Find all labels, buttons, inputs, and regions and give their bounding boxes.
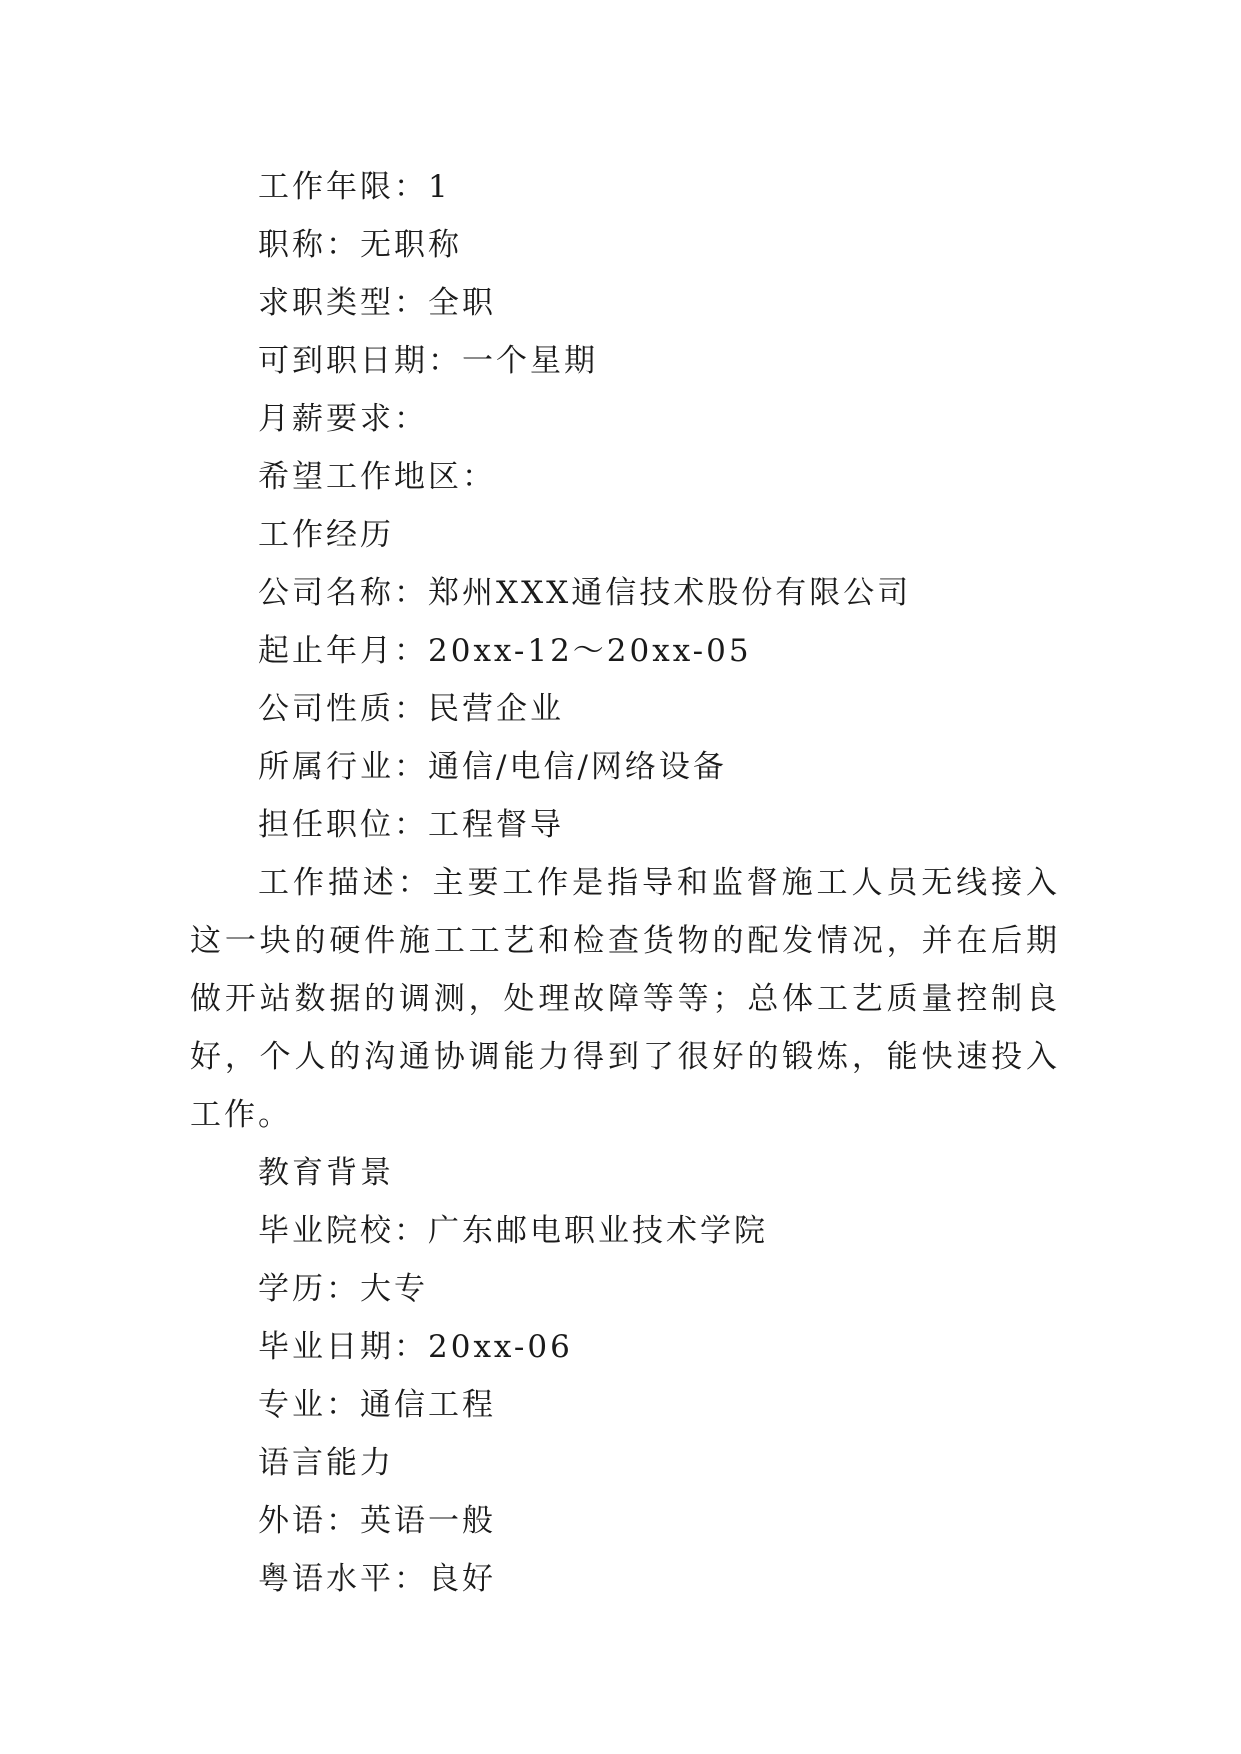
location-line: 希望工作地区： — [258, 459, 496, 495]
title-line: 职称：无职称 — [258, 227, 462, 263]
degree-line: 学历：大专 — [258, 1271, 428, 1307]
foreign-language-line: 外语：英语一般 — [258, 1503, 496, 1539]
job-type-line: 求职类型：全职 — [258, 285, 496, 321]
company-type-line: 公司性质：民营企业 — [258, 691, 564, 727]
position-line: 担任职位：工程督导 — [258, 807, 564, 843]
available-date-line: 可到职日期：一个星期 — [258, 343, 598, 379]
work-history-heading: 工作经历 — [258, 517, 394, 553]
education-heading: 教育背景 — [258, 1155, 394, 1191]
document-body — [190, 158, 1060, 1608]
company-name-line: 公司名称：郑州XXX通信技术股份有限公司 — [258, 575, 912, 611]
language-heading: 语言能力 — [258, 1445, 394, 1481]
job-description-paragraph: 工作描述：主要工作是指导和监督施工人员无线接入这一块的硬件施工工艺和检查货物的配发情况，并在后期做开站数据的调测，处理故障等等；总体工艺质量控制良好，个人的沟通协调能力得到了很好的锻炼，能快速投入工作。 — [190, 865, 1060, 1133]
salary-line: 月薪要求： — [258, 401, 428, 437]
major-line: 专业：通信工程 — [258, 1387, 496, 1423]
work-years-line: 工作年限：1 — [258, 169, 451, 205]
industry-line: 所属行业：通信/电信/网络设备 — [258, 749, 727, 785]
period-line: 起止年月：20xx-12～20xx-05 — [258, 633, 752, 669]
cantonese-line: 粤语水平：良好 — [258, 1561, 496, 1597]
school-line: 毕业院校：广东邮电职业技术学院 — [258, 1213, 768, 1249]
graduation-date-line: 毕业日期：20xx-06 — [258, 1329, 573, 1365]
